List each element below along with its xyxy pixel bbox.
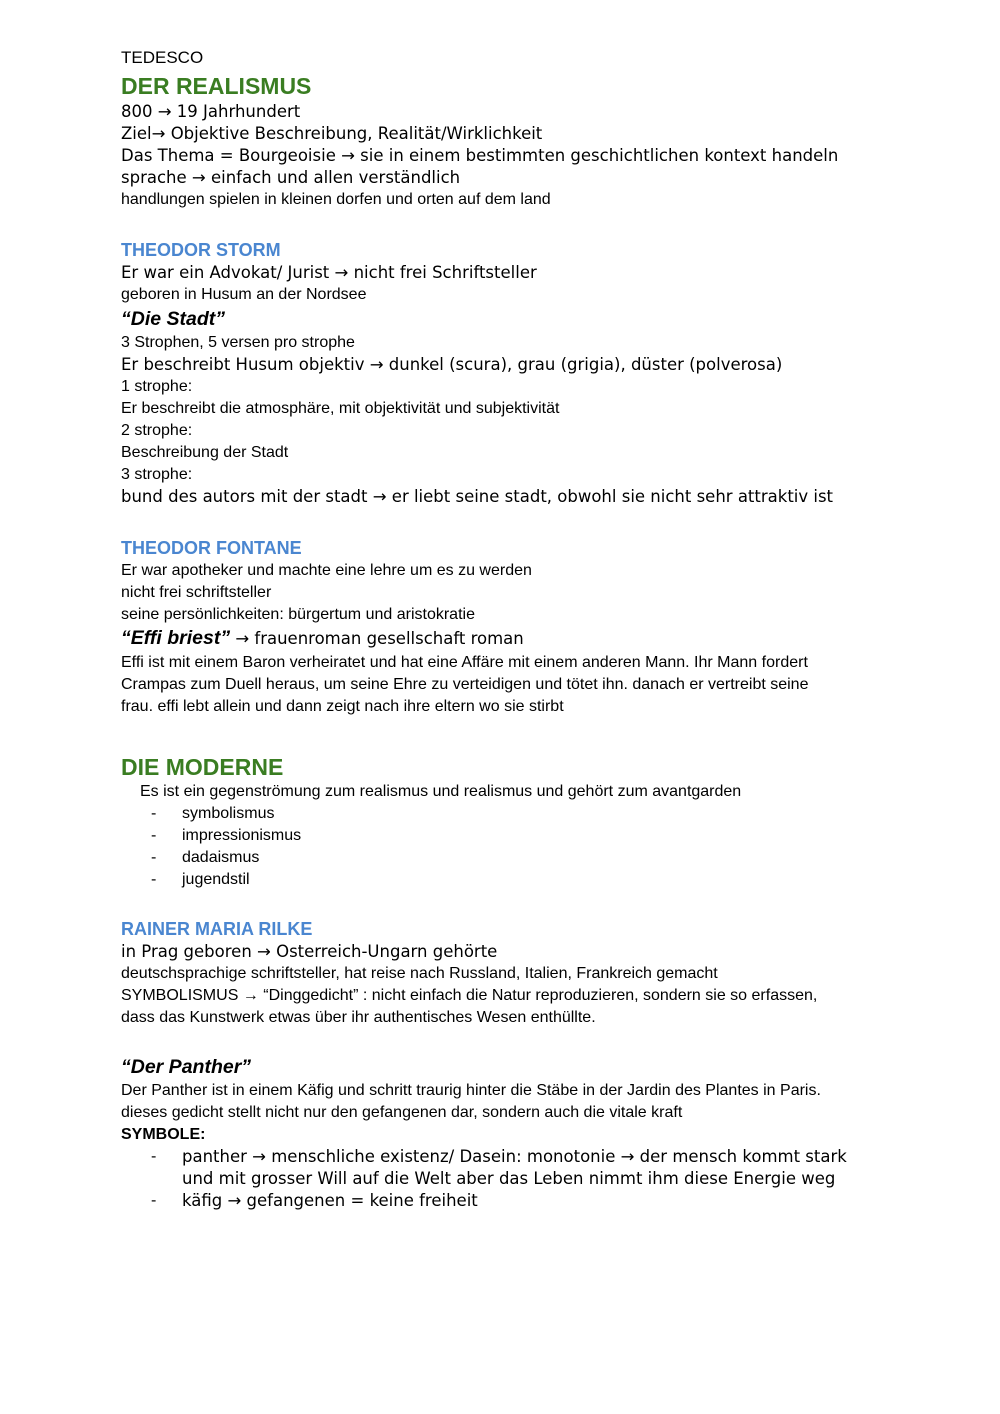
section-fontane: [121, 536, 881, 718]
text-line: 800 → 19 Jahrhundert: [121, 102, 301, 121]
list-item: [121, 1146, 881, 1190]
list-item-text: und mit grosser Will auf die Welt aber das Leben nimmt ihm diese Energie weg: [182, 1169, 836, 1188]
dash-marker: -: [151, 871, 157, 888]
section-title-realismus: DER REALISMUS: [121, 73, 312, 99]
section-moderne: [121, 753, 881, 891]
text-line: SYMBOLISMUS → “Dinggedicht” : nicht einfach die Natur reproduzieren, sondern sie so erfassen,: [121, 987, 818, 1004]
text-line: in Prag geboren → Osterreich-Ungarn gehörte: [121, 942, 498, 961]
dash-marker: -: [151, 1148, 157, 1165]
section-storm: [121, 238, 881, 508]
strophe-label: 1 strophe:: [121, 378, 193, 395]
document-header: TEDESCO: [121, 48, 204, 67]
strophe-label: 2 strophe:: [121, 422, 193, 439]
list-item-text: käfig → gefangenen = keine freiheit: [182, 1191, 478, 1210]
section-title-moderne: DIE MODERNE: [121, 754, 284, 780]
book-note: → frauenroman gesellschaft roman: [230, 629, 524, 648]
book-title-effi-briest: “Effi briest”: [121, 627, 231, 649]
symbole-label: SYMBOLE:: [121, 1126, 206, 1143]
list-item-text: jugendstil: [182, 871, 250, 888]
dash-marker: -: [151, 827, 157, 844]
text-line: nicht frei schriftsteller: [121, 584, 272, 601]
header-block: [121, 47, 881, 69]
text-line: Effi ist mit einem Baron verheiratet und hat eine Affäre mit einem anderen Mann. Ihr Mann fordert: [121, 654, 808, 671]
text-line: Er war ein Advokat/ Jurist → nicht frei Schriftsteller: [121, 263, 537, 282]
author-title-fontane: THEODOR FONTANE: [121, 538, 302, 558]
text-line: sprache → einfach und allen verständlich: [121, 168, 461, 187]
text-line: dass das Kunstwerk etwas über ihr authentisches Wesen enthüllte.: [121, 1009, 596, 1026]
text-line: Das Thema = Bourgeoisie → sie in einem bestimmten geschichtlichen kontext handeln: [121, 146, 839, 165]
list-item-text: dadaismus: [182, 849, 260, 866]
list-item-text: symbolismus: [182, 805, 275, 822]
list-item: [121, 847, 881, 869]
text-line: Er war apotheker und machte eine lehre um es zu werden: [121, 562, 532, 579]
text-line: Es ist ein gegenströmung zum realismus und realismus und gehört zum avantgarden: [140, 783, 742, 800]
section-panther: [121, 1054, 881, 1212]
author-title-storm: THEODOR STORM: [121, 240, 281, 260]
text-line: bund des autors mit der stadt → er liebt seine stadt, obwohl sie nicht sehr attraktiv ist: [121, 487, 834, 506]
text-line: geboren in Husum an der Nordsee: [121, 286, 367, 303]
list-item-text: panther → menschliche existenz/ Dasein: monotonie → der mensch kommt stark: [182, 1147, 847, 1166]
symbol-list: [121, 1146, 881, 1212]
book-line: [121, 626, 881, 652]
section-realismus: [121, 72, 881, 211]
text-line: deutschsprachige schriftsteller, hat reise nach Russland, Italien, Frankreich gemacht: [121, 965, 718, 982]
text-line: Beschreibung der Stadt: [121, 444, 289, 461]
text-line: seine persönlichkeiten: bürgertum und aristokratie: [121, 606, 475, 623]
text-line: Der Panther ist in einem Käfig und schritt traurig hinter die Stäbe in der Jardin des Plantes in Paris.: [121, 1082, 821, 1099]
list-item: [121, 825, 881, 847]
text-line: frau. effi lebt allein und dann zeigt nach ihre eltern wo sie stirbt: [121, 698, 564, 715]
list-item: [121, 869, 881, 891]
text-line: handlungen spielen in kleinen dorfen und orten auf dem land: [121, 191, 551, 208]
text-line: Crampas zum Duell heraus, um seine Ehre zu verteidigen und tötet ihn. danach er vertreibt seine: [121, 676, 809, 693]
list-item: [121, 803, 881, 825]
poem-title-der-panther: “Der Panther”: [121, 1056, 252, 1078]
strophe-label: 3 strophe:: [121, 466, 193, 483]
text-line: dieses gedicht stellt nicht nur den gefangenen dar, sondern auch die vitale kraft: [121, 1104, 683, 1121]
dash-marker: -: [151, 849, 157, 866]
list-item: [121, 1190, 881, 1212]
dash-marker: -: [151, 1192, 157, 1209]
list-item-text: impressionismus: [182, 827, 302, 844]
text-line: Er beschreibt Husum objektiv → dunkel (scura), grau (grigia), düster (polverosa): [121, 355, 783, 374]
text-line: Ziel→ Objektive Beschreibung, Realität/Wirklichkeit: [121, 124, 543, 143]
author-title-rilke: RAINER MARIA RILKE: [121, 919, 313, 939]
movement-list: [121, 803, 881, 891]
text-line: Er beschreibt die atmosphäre, mit objektivität und subjektivität: [121, 400, 560, 417]
text-line: 3 Strophen, 5 versen pro strophe: [121, 334, 355, 351]
section-rilke: [121, 917, 881, 1029]
poem-title-die-stadt: “Die Stadt”: [121, 308, 226, 330]
dash-marker: -: [151, 805, 157, 822]
